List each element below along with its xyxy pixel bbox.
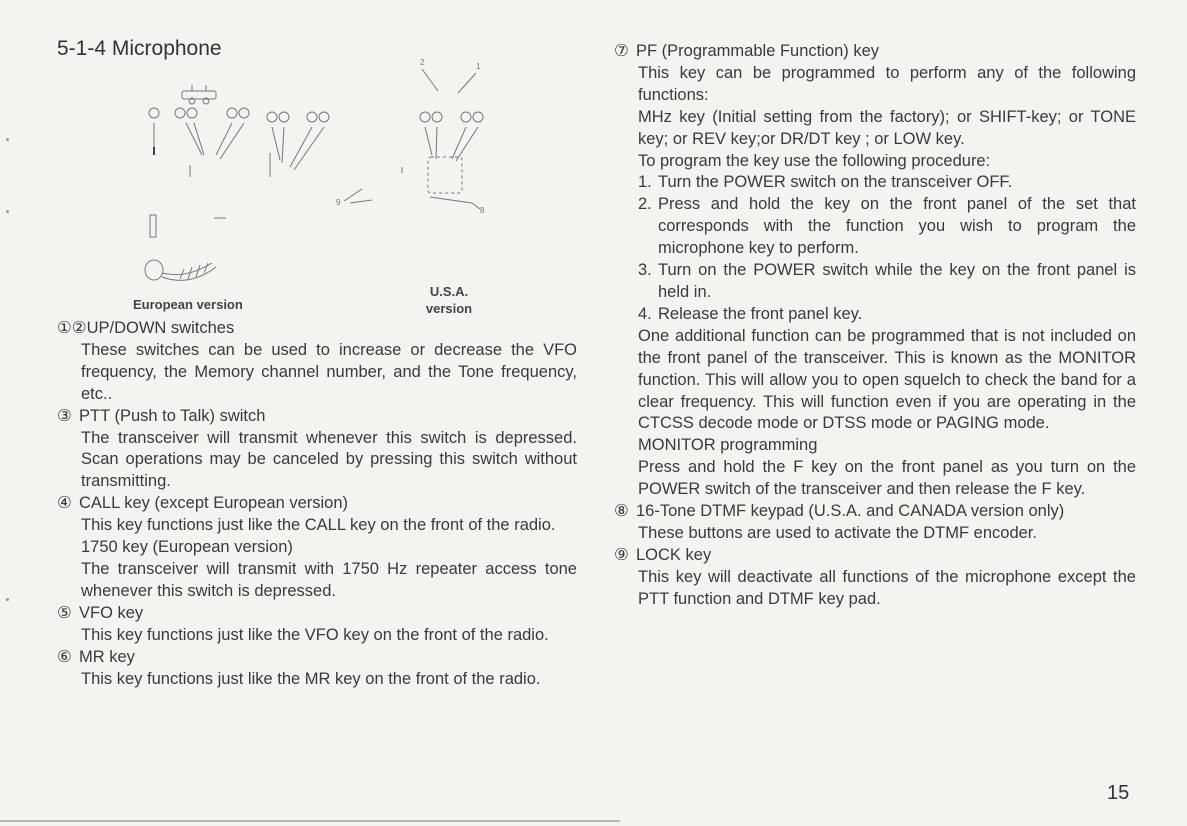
item-number: ⑥ <box>57 647 72 666</box>
page-number: 15 <box>1107 782 1130 804</box>
left-column <box>57 318 577 690</box>
item-body: This key functions just like the MR key on the front of the radio. <box>81 669 541 688</box>
item-title: MR key <box>79 647 135 666</box>
item-body: This key will deactivate all functions of the microphone except the PTT function and DTMF key pad. <box>638 567 1136 608</box>
item-dtmf <box>614 501 1136 545</box>
item-title: VFO key <box>79 603 144 622</box>
step-number: 1. <box>638 173 652 192</box>
item-body: One additional function can be programmed that is not included on the front panel of the transceiver. This is known as the MONITOR function. This will allow you to open squelch to check the band for a clear frequency. This will function even if you are operating in the CTCSS decode mode or DTSS mode or PAGING mode. <box>638 326 1136 433</box>
item-up-down <box>57 318 577 406</box>
item-subheading: MONITOR programming <box>638 436 818 455</box>
item-body: These switches can be used to increase or decrease the VFO frequency, the Memory channel number, and the Tone frequency, etc.. <box>81 340 577 403</box>
item-ptt <box>57 406 577 494</box>
item-number: ③ <box>57 406 72 425</box>
item-lock <box>614 545 1136 611</box>
step-text: Press and hold the key on the front panel of the set that corresponds with the function you wish to program the microphone key to perform. <box>658 195 1136 258</box>
procedure-step <box>638 260 1136 304</box>
item-body: MHz key (Initial setting from the factory); or SHIFT-key; or TONE key; or REV key;or DR/DT key ; or LOW key. <box>638 107 1136 148</box>
caption-european: European version <box>133 297 243 312</box>
item-call <box>57 493 577 603</box>
item-title: CALL key (except European version) <box>79 494 349 513</box>
item-body: This key can be programmed to perform any of the following functions: <box>638 63 1136 104</box>
svg-text:9: 9 <box>336 198 341 207</box>
item-title: PTT (Push to Talk) switch <box>79 406 266 425</box>
item-mr <box>57 647 577 691</box>
procedure-step <box>638 172 1136 194</box>
item-heading <box>57 318 577 340</box>
item-body: The transceiver will transmit whenever this switch is depressed. Scan operations may be canceled by pressing this switch without transmitting. <box>81 428 577 491</box>
item-heading <box>614 41 1136 63</box>
item-subheading: 1750 key (European version) <box>81 538 293 557</box>
step-text: Release the front panel key. <box>658 304 863 323</box>
item-title: UP/DOWN switches <box>86 319 235 337</box>
item-number: ⑨ <box>614 545 629 564</box>
step-number: 4. <box>638 304 652 323</box>
item-number: ⑧ <box>614 502 629 521</box>
svg-text:2: 2 <box>420 58 425 67</box>
item-title: 16-Tone DTMF keypad (U.S.A. and CANADA version only) <box>636 502 1065 521</box>
microphone-diagram <box>140 55 500 320</box>
item-title: PF (Programmable Function) key <box>636 42 879 60</box>
item-heading <box>57 406 577 428</box>
right-column <box>614 41 1136 611</box>
item-body: These buttons are used to activate the DTMF encoder. <box>638 523 1037 542</box>
item-heading <box>57 603 577 625</box>
item-heading <box>614 501 1136 523</box>
step-number: 2. <box>638 195 652 214</box>
svg-text:8: 8 <box>480 206 485 215</box>
svg-text:1: 1 <box>476 62 481 71</box>
item-heading <box>614 545 1136 567</box>
step-number: 3. <box>638 261 652 280</box>
item-heading <box>57 493 577 515</box>
item-number: ①② <box>57 319 87 337</box>
procedure-steps <box>614 172 1136 325</box>
caption-usa <box>415 283 483 317</box>
step-text: Turn on the POWER switch while the key on the front panel is held in. <box>658 261 1136 301</box>
item-title: LOCK key <box>636 545 712 564</box>
item-number: ⑦ <box>614 42 629 60</box>
item-body: The transceiver will transmit with 1750 Hz repeater access tone whenever this switch is depressed. <box>81 559 577 600</box>
item-body: This key functions just like the CALL key on the front of the radio. <box>81 516 556 535</box>
procedure-step <box>638 194 1136 260</box>
scan-mark <box>6 210 9 213</box>
item-pf <box>614 41 1136 501</box>
procedure-step <box>638 304 1136 326</box>
caption-usa-line2: version <box>425 301 473 316</box>
item-number: ④ <box>57 494 72 513</box>
item-number: ⑤ <box>57 603 72 622</box>
item-vfo <box>57 603 577 647</box>
item-body: To program the key use the following procedure: <box>638 151 991 170</box>
page-title: 5-1-4 Microphone <box>57 37 222 60</box>
step-text: Turn the POWER switch on the transceiver OFF. <box>658 173 1013 192</box>
page-bottom-rule <box>0 820 620 822</box>
item-body: This key functions just like the VFO key on the front of the radio. <box>81 625 549 644</box>
item-heading <box>57 647 577 669</box>
scan-mark <box>6 138 9 141</box>
item-body: Press and hold the F key on the front panel as you turn on the POWER switch of the transceiver and then release the F key. <box>638 458 1136 499</box>
scan-mark <box>6 598 9 601</box>
caption-usa-line1: U.S.A. <box>429 284 469 299</box>
